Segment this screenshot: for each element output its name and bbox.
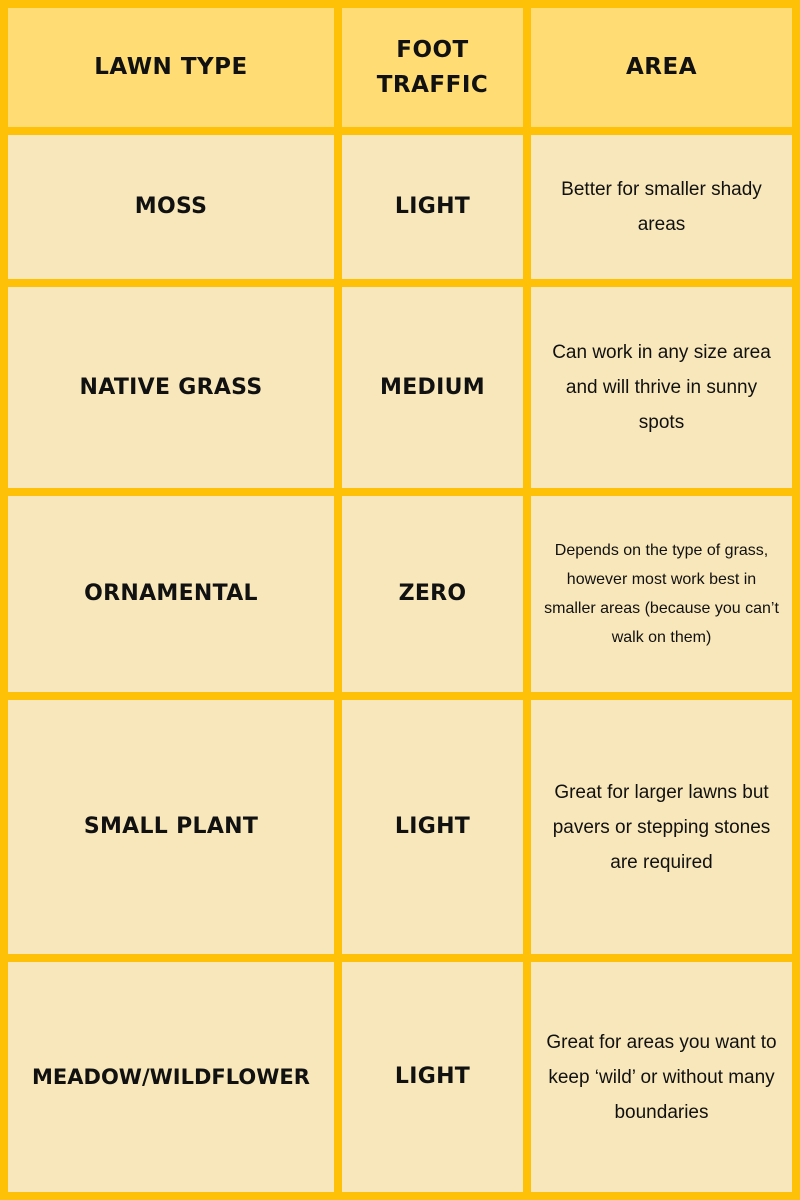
- header-area: AREA: [531, 8, 792, 127]
- row-4-lawn-type: SMALL PLANT: [8, 700, 334, 954]
- row-4-area: Great for larger lawns but pavers or stepping stones are required: [531, 700, 792, 954]
- header-lawn-type: LAWN TYPE: [8, 8, 334, 127]
- row-2-area: Can work in any size area and will thrive in sunny spots: [531, 287, 792, 488]
- row-4-foot-traffic: LIGHT: [342, 700, 523, 954]
- row-3-foot-traffic: ZERO: [342, 496, 523, 692]
- row-5-area: Great for areas you want to keep ‘wild’ or without many boundaries: [531, 962, 792, 1192]
- row-2-foot-traffic: MEDIUM: [342, 287, 523, 488]
- row-2-lawn-type: NATIVE GRASS: [8, 287, 334, 488]
- row-1-area: Better for smaller shady areas: [531, 135, 792, 279]
- row-5-foot-traffic: LIGHT: [342, 962, 523, 1192]
- row-1-foot-traffic: LIGHT: [342, 135, 523, 279]
- row-1-lawn-type: MOSS: [8, 135, 334, 279]
- header-foot-traffic: FOOT TRAFFIC: [342, 8, 523, 127]
- row-3-area: Depends on the type of grass, however most work best in smaller areas (because you can’t walk on them): [531, 496, 792, 692]
- row-3-lawn-type: ORNAMENTAL: [8, 496, 334, 692]
- row-5-lawn-type: MEADOW/WILDFLOWER: [8, 962, 334, 1192]
